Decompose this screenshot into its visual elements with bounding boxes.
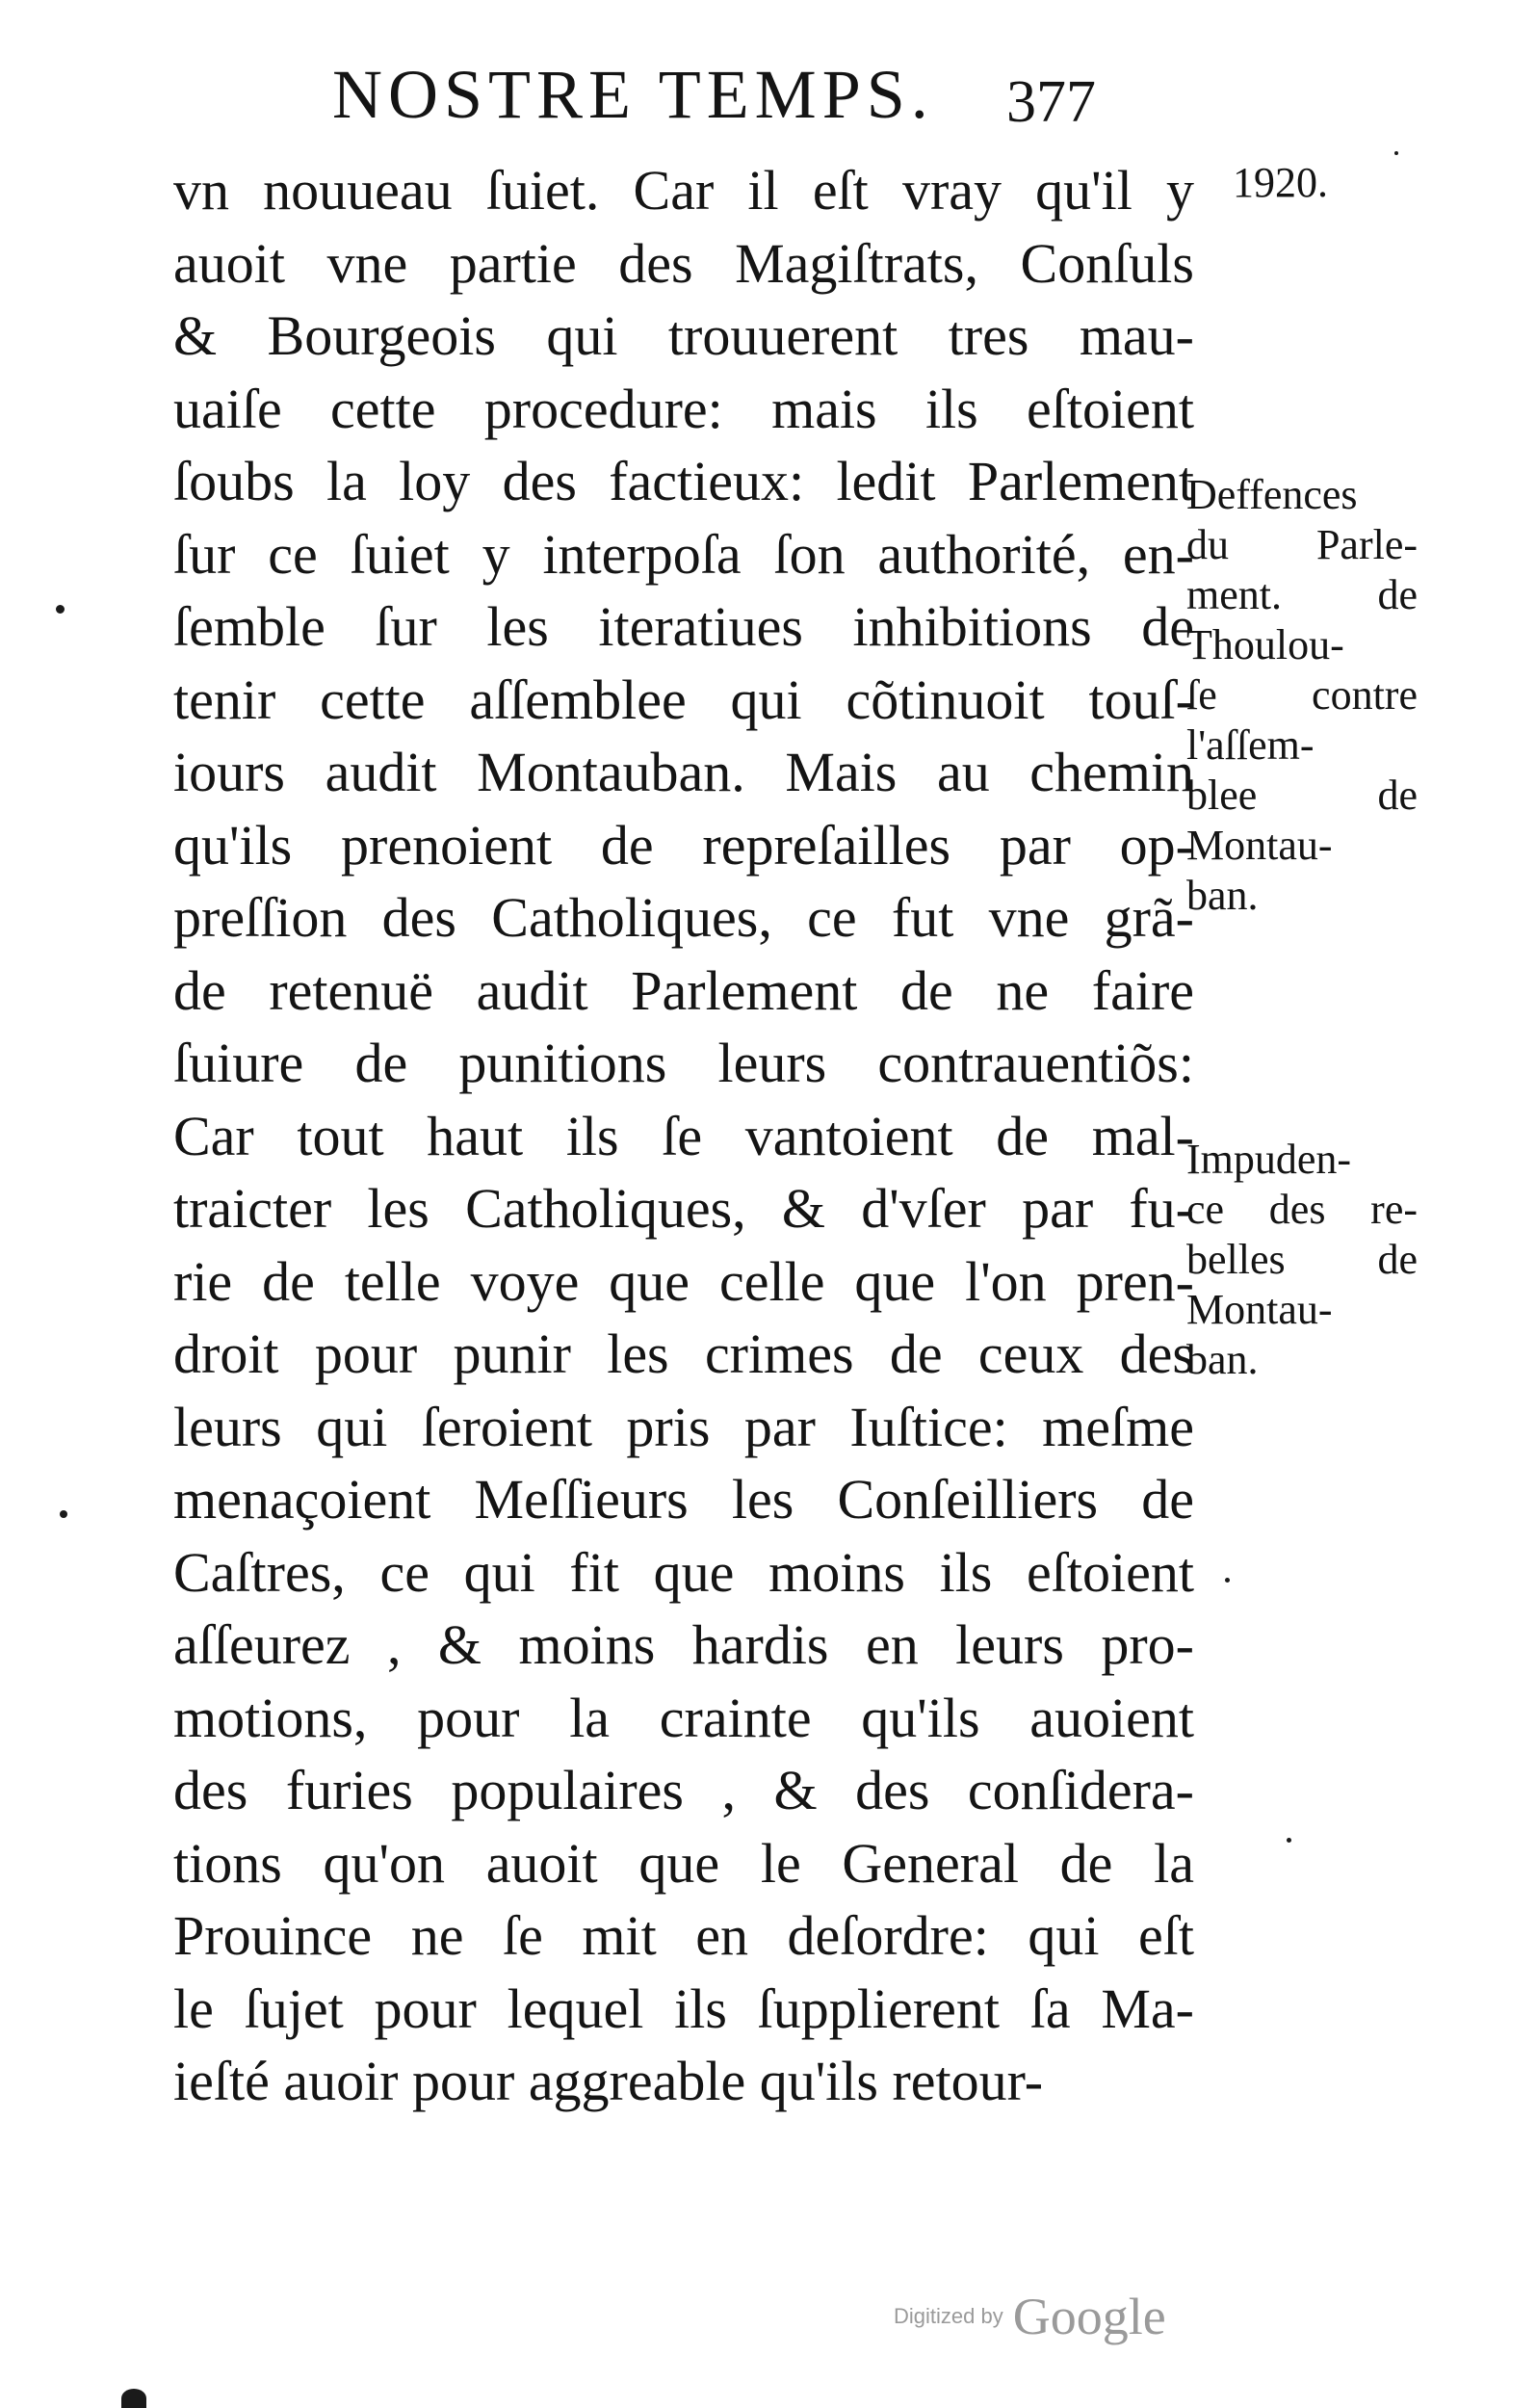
margin-note-deffences <box>1186 470 1418 921</box>
text-line: menaçoient Meſſieurs les Conſeilliers de <box>173 1468 1194 1531</box>
text-line: traicter les Catholiques, & d'vſer par fu- <box>173 1177 1194 1240</box>
text-line: tions qu'on auoit que le General de la <box>173 1831 1194 1895</box>
text-line: preſſion des Catholiques, ce fut vne grã- <box>173 886 1194 949</box>
margin-note-line: du Parle- <box>1186 521 1418 568</box>
ink-speck <box>60 1510 67 1518</box>
text-line: motions, pour la crainte qu'ils auoient <box>173 1686 1194 1749</box>
text-line: tenir cette aſſemblee qui cõtinuoit touſ- <box>173 667 1194 731</box>
text-line: Caſtres, ce qui fit que moins ils eſtoient <box>173 1540 1194 1604</box>
margin-note-line: Montau- <box>1186 1286 1333 1333</box>
margin-note-line: Deffences <box>1186 471 1358 518</box>
ink-speck <box>1287 1838 1291 1843</box>
margin-year: 1920. <box>1233 159 1328 206</box>
ink-speck <box>1394 151 1398 155</box>
text-line: iours audit Montauban. Mais au chemin <box>173 741 1194 803</box>
text-line: aſſeurez , & moins hardis en leurs pro- <box>173 1613 1194 1676</box>
text-line: leurs qui ſeroient pris par Iuſtice: meſme <box>173 1395 1194 1458</box>
margin-note-line: Impuden- <box>1186 1136 1352 1183</box>
text-line: de retenuë audit Parlement de ne faire <box>173 958 1194 1022</box>
text-line: ieſté auoir pour aggreable qu'ils retour- <box>173 2050 1044 2112</box>
text-line: rie de telle voye que celle que l'on pren- <box>173 1249 1194 1313</box>
margin-note-line: ſe contre <box>1186 671 1418 719</box>
ink-speck <box>56 605 65 614</box>
running-head: NOSTRE TEMPS. <box>332 56 934 133</box>
ink-blot <box>121 2389 146 2408</box>
text-line: ſoubs la loy des factieux: ledit Parlement <box>173 450 1194 512</box>
page-number: 377 <box>1006 69 1096 135</box>
margin-note-line: ban. <box>1186 1336 1259 1383</box>
watermark-brand: Google <box>1012 2288 1166 2345</box>
text-line: qu'ils prenoient de repreſailles par op- <box>173 813 1194 877</box>
text-line: Car tout haut ils ſe vantoient de mal- <box>173 1104 1194 1167</box>
text-line: des furies populaires , & des conſidera- <box>173 1759 1194 1821</box>
margin-note-line: Montau- <box>1186 822 1333 869</box>
ink-speck <box>1225 1578 1230 1583</box>
text-line: droit pour punir les crimes de ceux des <box>173 1322 1194 1385</box>
main-text-block <box>173 154 1194 2118</box>
watermark-prefix: Digitized by <box>894 2304 1003 2328</box>
margin-note-line: ment. de <box>1186 571 1418 618</box>
margin-note-line: belles de <box>1186 1236 1418 1283</box>
margin-note-line: Thoulou- <box>1186 621 1344 668</box>
margin-note-line: ban. <box>1186 872 1259 919</box>
text-line: ſur ce ſuiet y interpoſa ſon authorité, en- <box>173 522 1194 586</box>
text-line: auoit vne partie des Magiſtrats, Conſuls <box>173 231 1194 295</box>
text-line: vn nouueau ſuiet. Car il eſt vray qu'il y <box>173 159 1194 222</box>
text-line: & Bourgeois qui trouuerent tres mau- <box>173 304 1194 367</box>
text-line: ſuiure de punitions leurs contrauentiõs: <box>173 1032 1194 1094</box>
margin-note-line: blee de <box>1186 772 1418 819</box>
text-line: ſemble ſur les iteratiues inhibitions de <box>173 595 1194 658</box>
text-line: le ſujet pour lequel ils ſupplierent ſa Ma- <box>173 1976 1194 2040</box>
digitized-by-watermark <box>894 2290 1166 2343</box>
margin-note-impudence <box>1186 1135 1418 1385</box>
margin-note-line: l'aſſem- <box>1186 721 1315 769</box>
text-line: uaiſe cette procedure: mais ils eſtoient <box>173 377 1194 440</box>
margin-note-line: ce des re- <box>1186 1186 1418 1233</box>
text-line: Prouince ne ſe mit en deſordre: qui eſt <box>173 1904 1194 1967</box>
